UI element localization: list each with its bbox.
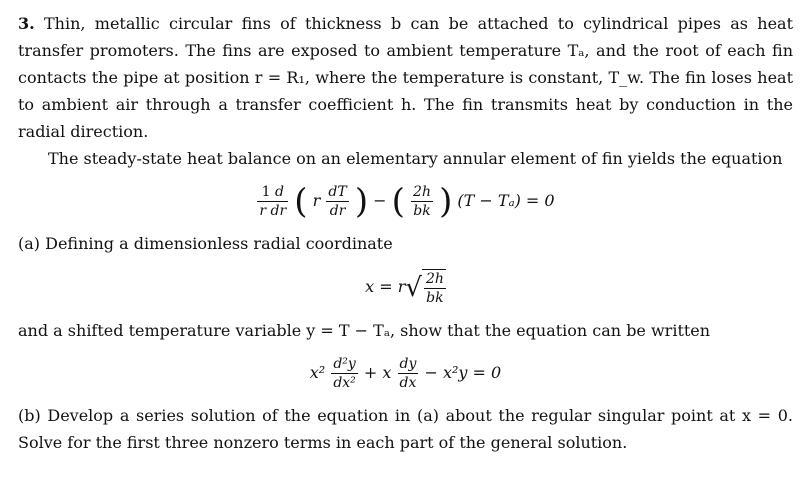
eq1-tail: (T − Tₐ) = 0 <box>457 191 555 210</box>
equation-dimensionless <box>18 259 793 315</box>
inner-r: r <box>312 191 321 210</box>
frac-dT-dr: $\frac{dT}{dr}$ <box>328 184 347 219</box>
problem-intro <box>18 10 793 145</box>
part-a-text: (a) Defining a dimensionless radial coordinate <box>18 234 393 253</box>
problem-page <box>18 10 793 456</box>
frac-d2y-dx2: $\frac{\text{d²y}}{\text{dx²}}$ <box>333 356 356 391</box>
sqrt-body: $\frac{2h}{bk}$ <box>422 269 446 307</box>
eq3-tail: − x²y = 0 <box>424 363 502 382</box>
equation-bessel-form <box>18 346 793 400</box>
eq3-x2: x² <box>309 363 326 382</box>
frac-2h-bk: $\frac{2h}{bk}$ <box>413 184 431 219</box>
shift-text: and a shifted temperature variable y = T − Tₐ, show that the equation can be written <box>18 321 711 340</box>
eq2-lhs: x = r <box>365 277 406 296</box>
eq1-minus: − <box>373 191 387 210</box>
problem-intro-text: Thin, metallic circular fins of thickness b can be attached to cylindrical pipes as heat transfer promoters. The fins are exposed to ambient temperature Tₐ, and the root of each fin contacts the pipe at position r = R₁, where the temperature is constant, T_w. The fin loses heat to ambient air through a transfer coefficient h. The fin transmits heat by conduction in the radial direction. <box>18 14 793 141</box>
balance-text: The steady-state heat balance on an elementary annular element of fin yields the equation <box>48 149 783 168</box>
frac-one-over-r: $\frac{1 d}{\text{r dr}}$ <box>259 184 287 219</box>
sqrt-symbol: √ <box>405 272 422 303</box>
frac-dy-dx: $\frac{dy}{dx}$ <box>399 356 417 391</box>
eq3-plus-x: + x <box>363 363 392 382</box>
problem-number: 3. <box>18 14 35 33</box>
equation-heat-balance: $\frac{1 d}{\text{r dr}}$ ( r $\frac{dT}{dr}$ ) − ( $\frac{2h}{bk}$ ) (T − Tₐ) = 0 <box>259 181 555 222</box>
part-b-text: (b) Develop a series solution of the equation in (a) about the regular singular point at x = 0. Solve for the first three nonzero terms in each part of the general solution. <box>18 406 793 452</box>
